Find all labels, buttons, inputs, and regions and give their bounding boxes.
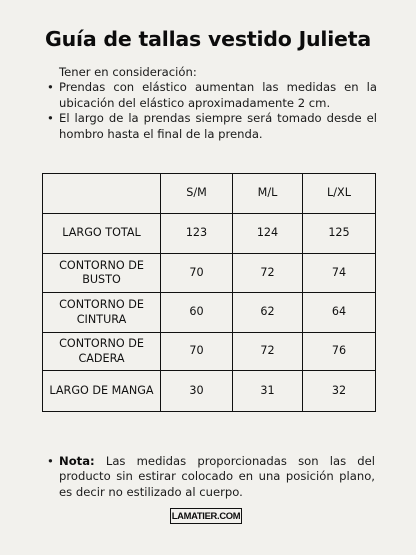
considerations-heading: Tener en consideración: [59,65,197,79]
list-item [47,80,377,111]
table-row [43,214,376,254]
table-cell: 76 [303,333,376,371]
table-cell: 72 [233,333,303,371]
table-cell: 62 [233,293,303,333]
table-cell: 31 [233,371,303,412]
table-cell: 30 [161,371,233,412]
table-row [43,254,376,293]
bullet-icon: • [47,80,54,95]
bullet-icon: • [47,454,54,468]
bullet-icon: • [47,111,54,126]
row-label: CONTORNO DE CADERA [43,333,161,371]
table-cell: 70 [161,254,233,293]
brand-logo: LAMATIER.COM [170,508,242,524]
considerations-list [47,80,377,142]
size-table [42,173,376,412]
table-cell: 60 [161,293,233,333]
table-cell: 124 [233,214,303,254]
note-section [47,454,375,500]
table-header-cell: S/M [161,174,233,214]
list-item [47,111,377,142]
list-item-text: Prendas con elástico aumentan las medidas en la ubicación del elástico aproximadamente 2 cm. [59,80,377,110]
table-cell: 64 [303,293,376,333]
table-cell: 74 [303,254,376,293]
row-label: LARGO TOTAL [43,214,161,254]
table-row [43,293,376,333]
table-header-cell: L/XL [303,174,376,214]
table-cell: 125 [303,214,376,254]
table-row [43,333,376,371]
row-label: LARGO DE MANGA [43,371,161,412]
table-header-row [43,174,376,214]
table-cell: 123 [161,214,233,254]
page-title: Guía de tallas vestido Julieta [45,27,371,51]
table-row [43,371,376,412]
table-header-cell [43,174,161,214]
row-label: CONTORNO DE CINTURA [43,293,161,333]
note-text: Las medidas proporcionadas son las del producto sin estirar colocado en una posición plano, es decir no estilizado al cuerpo. [59,454,375,499]
note-paragraph [47,454,375,500]
table-cell: 72 [233,254,303,293]
table-header-cell: M/L [233,174,303,214]
table-cell: 70 [161,333,233,371]
table-cell: 32 [303,371,376,412]
row-label: CONTORNO DE BUSTO [43,254,161,293]
list-item-text: El largo de la prendas siempre será tomado desde el hombro hasta el final de la prenda. [59,111,377,141]
considerations-section [47,65,377,142]
note-label: Nota: [59,454,95,468]
